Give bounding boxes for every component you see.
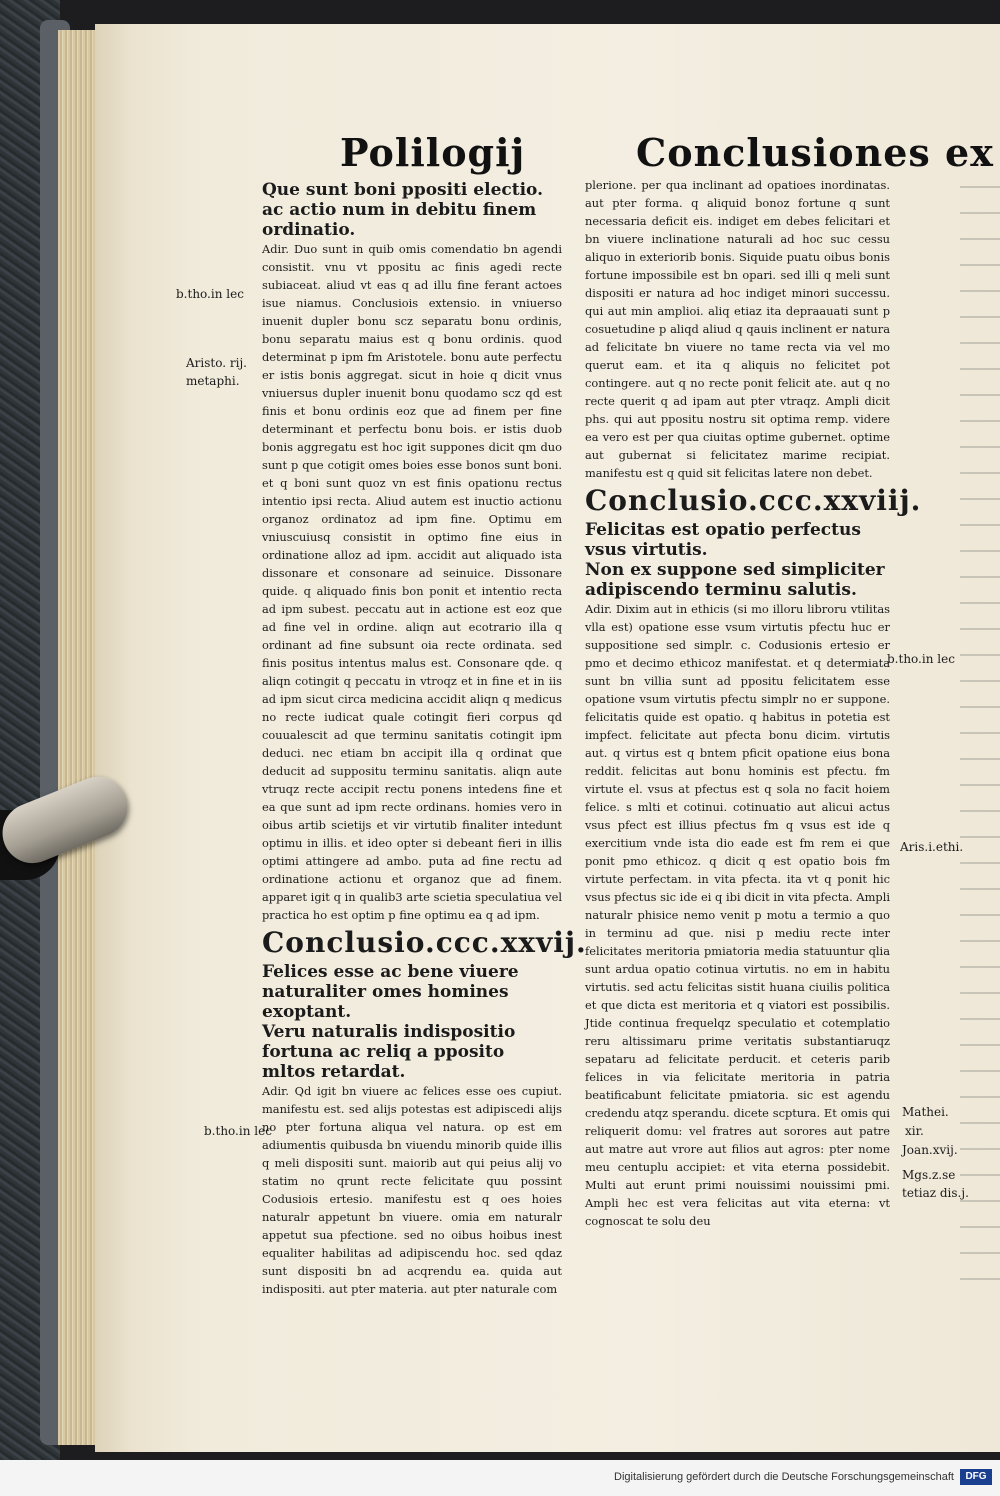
conclusio-heading: Conclusio.ccc.xxviij. bbox=[585, 484, 922, 517]
margin-note: xir. bbox=[905, 1124, 924, 1138]
thesis-statement: Non ex suppone sed simpliciter adipiscendo terminu salutis. bbox=[585, 560, 885, 600]
margin-note: b.tho.in lec bbox=[176, 287, 244, 301]
running-header-left: Polilogij bbox=[340, 130, 526, 175]
margin-note: b.tho.in lec bbox=[204, 1124, 272, 1138]
margin-note: Joan.xvij. bbox=[902, 1143, 958, 1157]
footer-bar bbox=[0, 1460, 1000, 1496]
margin-note: Aris.i.ethi. bbox=[900, 840, 964, 854]
margin-note: Aristo. rij. bbox=[186, 356, 247, 370]
thesis-statement: Veru naturalis indispositio fortuna ac reliq a pposito mltos retardat. bbox=[262, 1022, 516, 1082]
dfg-logo: DFG bbox=[960, 1469, 992, 1485]
left-column bbox=[262, 180, 587, 1298]
page-edges bbox=[58, 30, 100, 1445]
margin-note: Mgs.z.se bbox=[902, 1168, 956, 1182]
conclusio-heading: Conclusio.ccc.xxvij. bbox=[262, 926, 587, 959]
body-paragraph: plerione. per qua inclinant ad opatioes inordinatas. aut pter forma. q aliquid bonoz fortune q sunt necessaria deficit eis. indiget em debes felicitari et bn viuere inclinatione naturali ad hoc suc cessu aliquo in exteriorib bonis. Siquide puatu oibus bonis fortune impossibile est bn opari. sed illi q meli sunt dispositi er natura ad hoc indiget minori successu. qui aut min amplioi. aliq etiaz ita depraauati sunt p cosuetudine p aliqd aliud q qauis inclinent er natura ad felicitate bn viuere no tame recta via vel mo querut eam. et ita q aliquis no felicitet pot contingere. aut q no recte ponit felicit ate. aut q no recte querit q ad ipam aut pter vtraqz. Ampli dicit phs. qui aut ppositu nostru sit optima remp. videre ea vero est per qua ciuitas optime gubernet. optime aut gubernat si felicitatez marime recipiat. manifestu est q quid sit felicitas latere non debet. bbox=[585, 178, 890, 480]
running-header-right: Conclusiones ex bbox=[636, 130, 994, 175]
margin-note: b.tho.in lec bbox=[887, 652, 955, 666]
margin-note: Mathei. bbox=[902, 1105, 949, 1119]
margin-note: tetiaz dis.j. bbox=[902, 1186, 969, 1200]
lead-paragraph: Que sunt boni ppositi electio. ac actio num in debitu finem ordinatio. bbox=[262, 180, 544, 240]
show-through-text bbox=[960, 180, 1000, 1280]
thesis-statement: Felicitas est opatio perfectus vsus virtutis. bbox=[585, 520, 861, 560]
thesis-statement: Felices esse ac bene viuere naturaliter omes homines exoptant. bbox=[262, 962, 519, 1022]
body-paragraph: Adir. Qd igit bn viuere ac felices esse oes cupiut. manifestu est. sed alijs potestas est adipiscedi alijs no pter fortuna aliqua vel natura. op est em adiumentis quibusda bn viuendu minorib quide illis q meli dispositi sunt. maiorib aut qui peius alij vo statim no qrunt recte felicitate quu possint Codusiois ertesio. manifestu est q oes hoies naturalr appetunt bn viuere. omia em naturalr appetut sua pfectione. sed no oibus hoibus inest equaliter habilitas ad adipiscendu hoc. sed qdaz sunt dispositi bn ad acqrendu ea. quida aut indispositi. aut pter materia. aut pter naturale com bbox=[262, 1084, 562, 1296]
body-paragraph: Adir. Dixim aut in ethicis (si mo illoru libroru vtilitas vlla est) opatione esse vsum virtutis pfectu huc er suppositione sed simplr. c. Codusionis ertesio er pmo et decimo ethicoz manifestat. et q determiata sunt bn villia sunt ad ppositu felicitatem esse opatione vsum virtutis pfectu simplr no er suppone. felicitatis quide est opatio. q habitus in potetia est impfect. felicitate aut pfecta bonu dicim. virtutis aut. q virtus est q bntem pficit opatione eius bona reddit. felicitas aut bonu hominis est pfectu. fm virtute el. vsus at pfectus est q sola no facit hoiem felice. s mlti et cotinui. cotinuatio aut alicui actus vsus pfect est illius pfectus fm q vsus est ide q exercitium vnde ista dio eade est fm rem ei que ponit pmo ethicoz. q dicit q est opatio bois fm virtute perfectam. in vita pfecta. ita vt q ponit hic vsus pfectus sic ide ei q ibi dicit in vita pfecta. Ampli naturalr phisice nemo venit p motu a termio a quo in terminu ad que. nisi p mediu recte inter felicitates meritoria pmiatoria media statuuntur qlia sunt ardua opatio cotinua virtutis. no em in habitu virtutis. sed actu felicitas sistit huana ciuilis politica et que dicta est meritoria et q viatori est possibilis. Jtide continua frequelqz speculatio et cotemplatio reru altissimaru prime veritatis substantiaruqz sepataru ad felicitate perducit. et ceteris parib felices in via felicitate meritoria in patria beatificabunt felicitate pmiatoria. sic est agendu credendu atqz sperandu. dicete scptura. Et omis qui reliquerit domu: vel fratres aut sorores aut patre aut matre aut vrore aut filios aut agros: pter nome meu centuplu accipiet: et vita eterna possidebit. Multi aut erunt primi nouissimi nouissimi pmi. Ampli hec est vera felicitas aut vita eterna: vt cognoscat te solu deu bbox=[585, 602, 890, 1228]
footer-credit: Digitalisierung gefördert durch die Deutsche Forschungsgemeinschaft bbox=[614, 1471, 954, 1483]
body-paragraph: Adir. Duo sunt in quib omis comendatio bn agendi consistit. vnu vt ppositu ac finis agedi recte subiaceat. aliud vt eas q ad illu fine ferant actoes isue niamus. Conclusiois extensio. in vniuerso inuenit dupler bonu scz separatu bonu ordinis, bonu separatu maius est q bonu ordinis. quod determinat p ipm fm Aristotele. bonu aute perfectu er istis bonis aggregat. sicut in hoie q dicit vnus vniuersus dupler inuenit bonu quodamo scz qd est finis et bonu ordinis eoz que ad finem per fine determinant et perfectu bonu bois. er istis duob bonis aggregatu est hoc igit suppones dicit qm duo sunt p que cotigit omes boies esse bonos sunt boni. et q boni sunt quoz vn est finis opationu rectus intentio ipsi recta. Aliud autem est inuctio actionu organoz ordinatoz ad ipm fine. Optimu em vniuscuiusq consistit in optimo fine eius in ordinatione alloz ad ipm. accidit aut aliquado ista dissonare et consonare ad seinuice. Dissonare quide. q aliquado finis bon ponit et intentio recta ad ipm subest. peccatu aut in actione est eoz que ad fine vel in ordine. aliqn aut ecotrario illa q ordinant ad fine subsunt oia recte ordinata. sed finis positus intentus malus est. Consonare qde. q aliqn cotingit q peccatu in vtroqz et in fine et in iis ad ipm sicut circa medicina accidit aliqn q medicus no recte iudicat quale cotingit fieri corpus qd couualescit ad que terminu sanitatis cotingit ipm deduci. nec etiam bn accipit illa q ordinat que deducit ad suppositu terminu sanitatis. aliqn aute vtruqz recte accipit rectu ponens intedens fine et ea que sunt ad ipm recte ordinans. homies vero in oibus artib scietijs et vir virtutib finaliter intedunt optimu in illis. et ideo opter si debeant fieri in illis optimi attingere ad ambo. puta ad fine rectu ad ordinatione actionu et organoz que ad finem. apparet igit q in qualib3 arte scietia speculatiua vel practica ho est optim p fine optimu ea q ad ipm. bbox=[262, 242, 562, 922]
margin-note: metaphi. bbox=[186, 374, 240, 388]
